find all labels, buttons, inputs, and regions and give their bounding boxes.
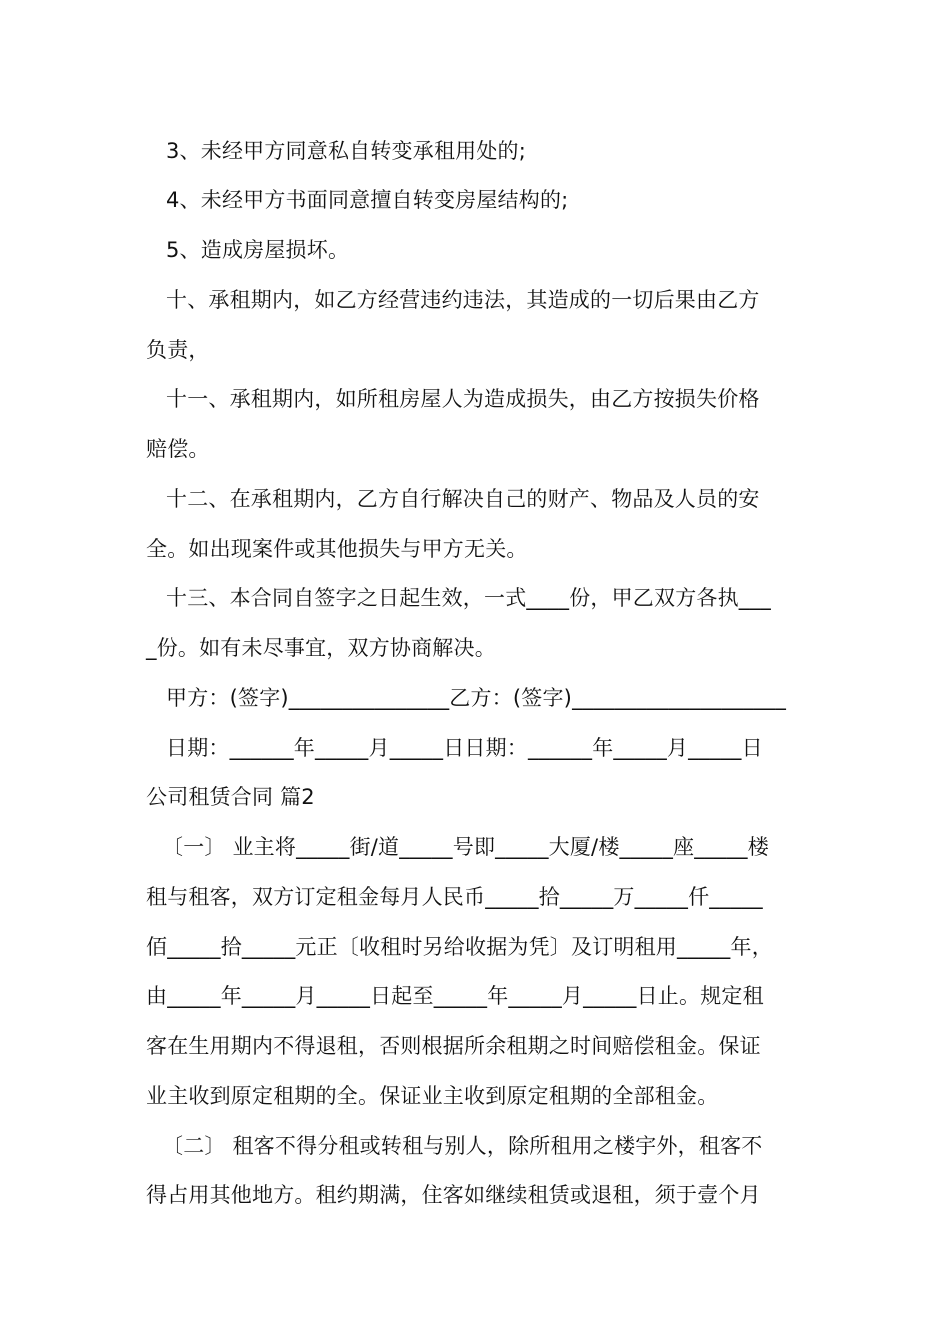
article-2-line-2: 得占用其他地方。租约期满，住客如继续租赁或退租，须于壹个月	[146, 1183, 761, 1207]
article-2-line-1: 〔二〕 租客不得分租或转租与别人，除所租用之楼宇外，租客不	[162, 1134, 763, 1158]
clause-item-4: 4、未经甲方书面同意擅自转变房屋结构的;	[166, 188, 569, 212]
clause-10-line-2: 负责，	[146, 338, 210, 362]
article-1-line-1: 〔一〕 业主将_____街/道_____号即_____大厦/楼_____座_____楼	[162, 835, 769, 859]
article-1-line-6: 业主收到原定租期的全。保证业主收到原定租期的全部租金。	[146, 1084, 719, 1108]
date-line: 日期：______年_____月_____日日期：______年_____月_____日	[166, 736, 763, 760]
article-1-line-5: 客在生用期内不得退租，否则根据所余租期之时间赔偿租金。保证	[146, 1034, 761, 1058]
clause-11-line-2: 赔偿。	[146, 437, 210, 461]
clause-item-5: 5、造成房屋损坏。	[166, 238, 350, 262]
signature-line: 甲方：(签字)_______________乙方：(签字)____________________	[166, 686, 787, 710]
article-1-line-4: 由_____年_____月_____日起至_____年_____月_____日止。规定租	[146, 984, 764, 1008]
section-heading: 公司租赁合同 篇2	[146, 785, 315, 809]
clause-item-3: 3、未经甲方同意私自转变承租用处的;	[166, 139, 527, 163]
article-1-line-3: 佰_____拾_____元正〔收租时另给收据为凭〕及订明租用_____年，	[146, 935, 773, 959]
clause-12-line-1: 十二、在承租期内，乙方自行解决自己的财产、物品及人员的安	[166, 487, 760, 511]
clause-12-line-2: 全。如出现案件或其他损失与甲方无关。	[146, 537, 528, 561]
clause-13-line-1: 十三、本合同自签字之日起生效，一式____份，甲乙双方各执___	[166, 586, 771, 610]
clause-13-line-2: _份。如有未尽事宜，双方协商解决。	[146, 636, 496, 660]
article-1-line-2: 租与租客，双方订定租金每月人民币_____拾_____万_____仟_____	[146, 885, 763, 909]
clause-11-line-1: 十一、承租期内，如所租房屋人为造成损失，由乙方按损失价格	[166, 387, 760, 411]
clause-10-line-1: 十、承租期内，如乙方经营违约违法，其造成的一切后果由乙方	[166, 288, 760, 312]
